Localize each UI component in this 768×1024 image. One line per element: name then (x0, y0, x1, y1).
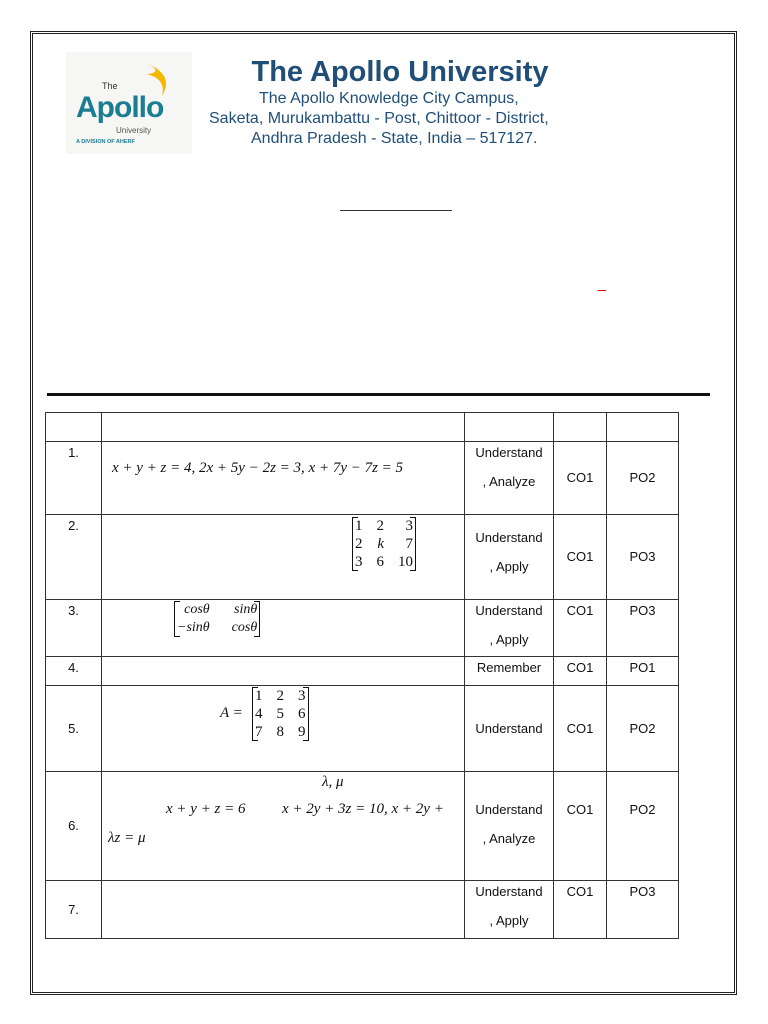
question-text: x + y + z = 6 (166, 801, 246, 817)
matrix-cell: 3 (355, 554, 363, 570)
matrix-cell: 3 (298, 688, 306, 704)
course-outcome: CO1 (554, 442, 607, 515)
bloom-level: Understand (475, 603, 543, 618)
question-text: x + y + z = 4, 2x + 5y − 2z = 3, x + 7y − 7z = 5 (112, 460, 404, 476)
table-row (46, 442, 679, 515)
logo-university: University (116, 126, 152, 135)
table-row (46, 686, 679, 772)
address-line-3: Andhra Pradesh - State, India – 517127. (251, 130, 538, 147)
matrix-cell: 9 (298, 724, 306, 740)
question-number: 2. (46, 515, 102, 600)
question-number: 7. (46, 881, 102, 939)
matrix-cell: 10 (398, 554, 413, 570)
table-header-row (46, 413, 679, 442)
table-row (46, 881, 679, 939)
matrix (174, 601, 260, 637)
matrix-cell: 6 (298, 706, 306, 722)
question-text: x + 2y + 3z = 10, x + 2y + (282, 801, 444, 817)
question-number: 5. (46, 686, 102, 772)
underline (340, 210, 452, 211)
matrix-cell: k (377, 536, 384, 552)
apollo-logo (66, 52, 192, 154)
course-outcome: CO1 (554, 686, 607, 772)
table-row (46, 772, 679, 881)
program-outcome: PO3 (607, 881, 679, 939)
table-row (46, 657, 679, 686)
bloom-level: Understand (475, 884, 543, 899)
bloom-level-2: , Analyze (482, 474, 536, 489)
matrix-cell: 8 (276, 724, 284, 740)
bloom-level-2: , Apply (489, 632, 529, 647)
address-line-2: Saketa, Murukambattu - Post, Chittoor - District, (209, 110, 549, 127)
logo-apollo: Apollo (76, 91, 164, 124)
matrix-cell: 7 (255, 724, 263, 740)
course-outcome: CO1 (554, 657, 607, 686)
program-outcome: PO2 (607, 442, 679, 515)
logo-division: A DIVISION OF AHERF (76, 139, 135, 145)
matrix-cell: 1 (355, 518, 363, 534)
address-line-1: The Apollo Knowledge City Campus, (259, 90, 519, 107)
divider (47, 393, 710, 396)
program-outcome: PO2 (607, 772, 679, 881)
matrix-cell: cosθ (231, 620, 258, 635)
bloom-level-2: , Apply (489, 559, 529, 574)
matrix (352, 517, 416, 571)
bloom-level: Understand (475, 445, 543, 460)
matrix-cell: 5 (276, 706, 284, 722)
matrix-cell: −sinθ (177, 620, 210, 635)
question-number: 1. (46, 442, 102, 515)
matrix-cell: 4 (255, 706, 263, 722)
program-outcome: PO3 (607, 600, 679, 657)
bloom-level: Understand (465, 686, 554, 772)
matrix-cell: 2 (276, 688, 284, 704)
university-title: The Apollo University (251, 56, 549, 88)
matrix-label: A = (220, 705, 243, 721)
question-number: 4. (46, 657, 102, 686)
matrix-cell: sinθ (234, 602, 258, 617)
program-outcome: PO2 (607, 686, 679, 772)
question-text: λz = μ (108, 830, 146, 846)
matrix-cell: 2 (355, 536, 363, 552)
course-outcome: CO1 (554, 600, 607, 657)
matrix (252, 687, 309, 741)
bloom-level: Remember (465, 657, 554, 686)
course-outcome: CO1 (554, 515, 607, 600)
course-outcome: CO1 (554, 881, 607, 939)
bloom-level-2: , Apply (489, 913, 529, 928)
course-outcome: CO1 (554, 772, 607, 881)
matrix-cell: cosθ (184, 602, 210, 617)
matrix-cell: 2 (376, 518, 384, 534)
red-mark (598, 290, 606, 291)
matrix-cell: 1 (255, 688, 263, 704)
program-outcome: PO1 (607, 657, 679, 686)
question-number: 3. (46, 600, 102, 657)
table-row (46, 515, 679, 600)
question-number: 6. (46, 772, 102, 881)
program-outcome: PO3 (607, 515, 679, 600)
bloom-level-2: , Analyze (482, 831, 536, 846)
matrix-cell: 6 (376, 554, 384, 570)
bloom-level: Understand (475, 530, 543, 545)
question-text: λ, μ (322, 774, 344, 790)
matrix-cell: 7 (405, 536, 413, 552)
logo-the: The (102, 81, 118, 91)
question-table (45, 412, 679, 939)
table-row (46, 600, 679, 657)
bloom-level: Understand (475, 802, 543, 817)
matrix-cell: 3 (405, 518, 413, 534)
